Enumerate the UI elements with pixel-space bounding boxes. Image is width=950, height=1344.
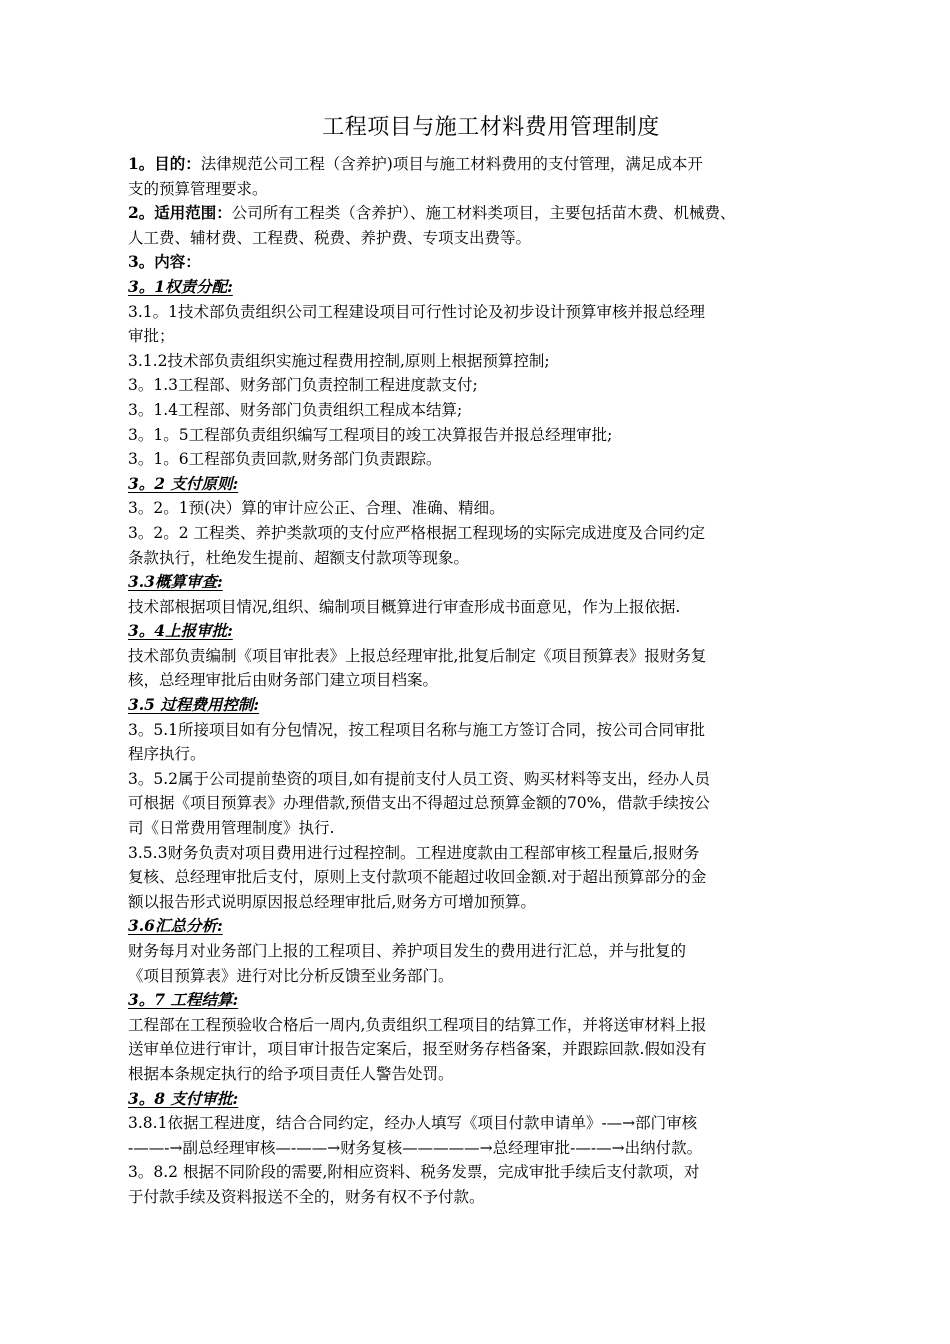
section-3-1-line-6: 3。1。5工程部负责组织编写工程项目的竣工决算报告并报总经理审批; [128, 425, 613, 444]
section-3-1-line-3: 3.1.2技术部负责组织实施过程费用控制,原则上根据预算控制; [128, 351, 550, 370]
section-3-8-heading: 3。8 支付审批: [128, 1088, 239, 1108]
section-2-label: 2。适用范围： [128, 203, 232, 223]
section-3-5-line-8: 额以报告形式说明原因报总经理审批后,财务方可增加预算。 [128, 892, 536, 911]
section-3-5-line-3: 3。5.2属于公司提前垫资的项目,如有提前支付人员工资、购买材料等支出，经办人员 [128, 769, 710, 788]
section-3-1-line-1: 3.1。1技术部负责组织公司工程建设项目可行性讨论及初步设计预算审核并报总经理 [128, 302, 706, 321]
section-3-1-line-2: 审批； [128, 327, 175, 346]
section-3-2-line-1: 3。2。1预(决）算的审计应公正、合理、准确、精细。 [128, 499, 505, 518]
section-3-label: 3。内容： [128, 252, 201, 272]
section-3-5-line-2: 程序执行。 [128, 745, 206, 764]
section-3-7-line-1: 工程部在工程预验收合格后一周内,负责组织工程项目的结算工作，并将送审材料上报 [128, 1015, 707, 1034]
section-3-7-line-2: 送审单位进行审计，项目审计报告定案后，报至财务存档备案，并跟踪回款.假如没有 [128, 1040, 707, 1059]
section-2-line-1 [128, 201, 854, 226]
section-1-label: 1。目的： [128, 154, 201, 173]
section-3-4-line-1: 技术部负责编制《项目审批表》上报总经理审批,批复后制定《项目预算表》报财务复 [128, 646, 707, 665]
section-3-3-line-1: 技术部根据项目情况,组织、编制项目概算进行审查形成书面意见，作为上报依据. [128, 597, 681, 616]
section-3-1-line-5: 3。1.4工程部、财务部门负责组织工程成本结算; [128, 400, 463, 419]
section-3-5-line-6: 3.5.3财务负责对项目费用进行过程控制。工程进度款由工程部审核工程量后,报财务 [128, 843, 700, 862]
section-3-1-line-7: 3。1。6工程部负责回款,财务部门负责跟踪。 [128, 450, 442, 469]
section-3-2-line-3: 条款执行，杜绝发生提前、超额支付款项等现象。 [128, 548, 470, 567]
section-3-5-line-5: 司《日常费用管理制度》执行. [128, 819, 335, 838]
section-1-text: 法律规范公司工程（含养护)项目与施工材料费用的支付管理，满足成本开 [200, 155, 703, 173]
section-3-5-line-7: 复核、总经理审批后支付，原则上支付款项不能超过收回金额.对于超出预算部分的金 [128, 868, 707, 887]
section-3-8-line-3: 3。8.2 根据不同阶段的需要,附相应资料、税务发票，完成审批手续后支付款项，对 [128, 1163, 700, 1182]
document-page [128, 110, 854, 1210]
section-2-line-2: 人工费、辅材费、工程费、税费、养护费、专项支出费等。 [128, 228, 532, 247]
section-3-5-line-1: 3。5.1所接项目如有分包情况，按工程项目名称与施工方签订合同，按公司合同审批 [128, 720, 706, 739]
section-3-4-heading: 3。4上报审批: [128, 621, 233, 641]
section-3-6-line-1: 财务每月对业务部门上报的工程项目、养护项目发生的费用进行汇总，并与批复的 [128, 942, 687, 960]
section-3-1-line-4: 3。1.3工程部、财务部门负责控制工程进度款支付; [128, 376, 478, 395]
section-3-8-line-2: -——-→副总经理审核—-——→财务复核—————→总经理审批-—-—→出纳付款。 [128, 1138, 703, 1157]
section-3-6-heading: 3.6汇总分析: [128, 916, 223, 936]
section-3-1-heading: 3。1权责分配: [128, 276, 233, 296]
section-3-5-heading: 3.5 过程费用控制: [128, 695, 260, 715]
section-3-5-line-4: 可根据《项目预算表》办理借款,预借支出不得超过总预算金额的70%，借款手续按公 [128, 794, 710, 813]
section-2-text: 公司所有工程类（含养护）、施工材料类项目，主要包括苗木费、机械费、 [231, 204, 736, 223]
section-3-7-line-3: 根据本条规定执行的给予项目责任人警告处罚。 [128, 1064, 454, 1083]
section-3-7-heading: 3。7 工程结算: [128, 990, 239, 1010]
section-1-line-1 [128, 152, 854, 177]
document-title: 工程项目与施工材料费用管理制度 [322, 115, 660, 140]
section-3-2-heading: 3。2 支付原则: [128, 473, 239, 493]
section-3-8-line-1: 3.8.1依据工程进度，结合合同约定，经办人填写《项目付款申请单》-—→部门审核 [128, 1114, 698, 1133]
section-1-line-2: 支的预算管理要求。 [128, 179, 268, 198]
section-3-3-heading: 3.3概算审查: [128, 572, 223, 592]
section-3-8-line-4: 于付款手续及资料报送不全的，财务有权不予付款。 [128, 1187, 485, 1206]
section-3-6-line-2: 《项目预算表》进行对比分析反馈至业务部门。 [128, 966, 454, 985]
section-3-2-line-2: 3。2。2 工程类、养护类款项的支付应严格根据工程现场的实际完成进度及合同约定 [128, 523, 706, 542]
section-3-4-line-2: 核，总经理审批后由财务部门建立项目档案。 [128, 671, 439, 690]
